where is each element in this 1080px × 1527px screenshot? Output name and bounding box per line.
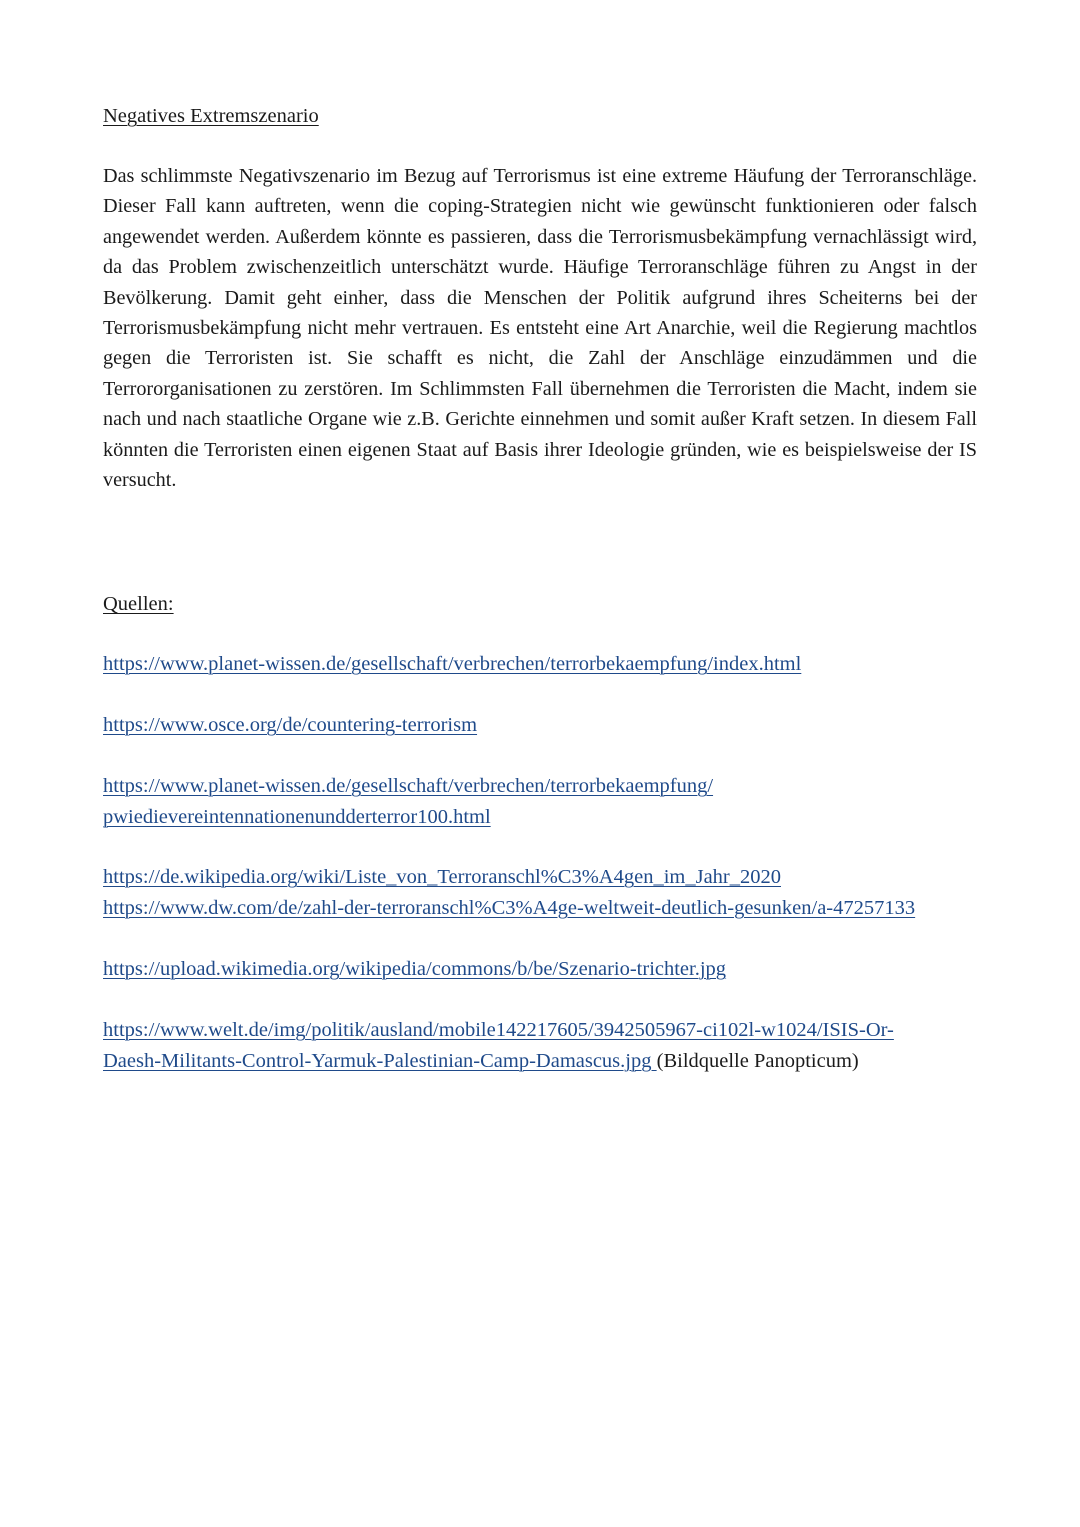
source-item <box>103 862 983 923</box>
source-link-dw[interactable]: https://www.dw.com/de/zahl-der-terroranschl%C3%A4ge-weltweit-deutlich-gesunken/a-47257133 <box>103 896 916 919</box>
source-item <box>103 649 983 680</box>
source-line-welt-part2 <box>103 1046 983 1077</box>
source-link-planet-wissen-index[interactable]: https://www.planet-wissen.de/gesellschaft/verbrechen/terrorbekaempfung/index.html <box>103 653 802 675</box>
source-link-osce[interactable]: https://www.osce.org/de/countering-terrorism <box>103 714 478 736</box>
source-link-planet-wissen-un-part2[interactable]: pwiedievereintennationenundderterror100.html <box>103 805 491 828</box>
section-heading-negatives-extremszenario: Negatives Extremszenario <box>103 105 319 127</box>
source-link-planet-wissen-un-part1[interactable]: https://www.planet-wissen.de/gesellschaft/verbrechen/terrorbekaempfung/ <box>103 775 714 797</box>
image-source-note: (Bildquelle Panopticum) <box>656 1049 859 1072</box>
source-link-welt-part1[interactable]: https://www.welt.de/img/politik/ausland/mobile142217605/3942505967-ci102l-w1024/ISIS-Or- <box>103 1019 894 1041</box>
source-item <box>103 710 983 741</box>
source-item <box>103 771 983 832</box>
source-link-wikimedia-szenario-trichter[interactable]: https://upload.wikimedia.org/wikipedia/commons/b/be/Szenario-trichter.jpg <box>103 958 727 980</box>
source-item <box>103 1015 983 1076</box>
source-item <box>103 954 983 985</box>
source-link-welt-part2[interactable]: Daesh-Militants-Control-Yarmuk-Palestinian-Camp-Damascus.jpg <box>103 1049 657 1072</box>
scenario-paragraph: Das schlimmste Negativszenario im Bezug auf Terrorismus ist eine extreme Häufung der Terroranschläge. Dieser Fall kann auftreten, wenn die coping-Strategien nicht wie gewünscht funktionieren oder falsch angewendet werden. Außerdem könnte es passieren, dass die Terrorismusbekämpfung vernachlässigt wird, da das Problem zwischenzeitlich unterschätzt wurde. Häufige Terroranschläge führen zu Angst in der Bevölkerung. Damit geht einher, dass die Menschen der Politik aufgrund ihres Scheiterns bei der Terrorismusbekämpfung nicht mehr vertrauen. Es entsteht eine Art Anarchie, weil die Regierung machtlos gegen die Terroristen ist. Sie schafft es nicht, die Zahl der Anschläge einzudämmen und die Terrororganisationen zu zerstören. Im Schlimmsten Fall übernehmen die Terroristen die Macht, indem sie nach und nach staatliche Organe wie z.B. Gerichte einnehmen und somit außer Kraft setzen. In diesem Fall könnten die Terroristen einen eigenen Staat auf Basis ihrer Ideologie gründen, wie es beispielsweise der IS versucht. <box>103 165 977 492</box>
sources-heading: Quellen: <box>103 593 174 615</box>
source-link-wikipedia-terroranschlaege[interactable]: https://de.wikipedia.org/wiki/Liste_von_Terroranschl%C3%A4gen_im_Jahr_2020 <box>103 866 781 888</box>
